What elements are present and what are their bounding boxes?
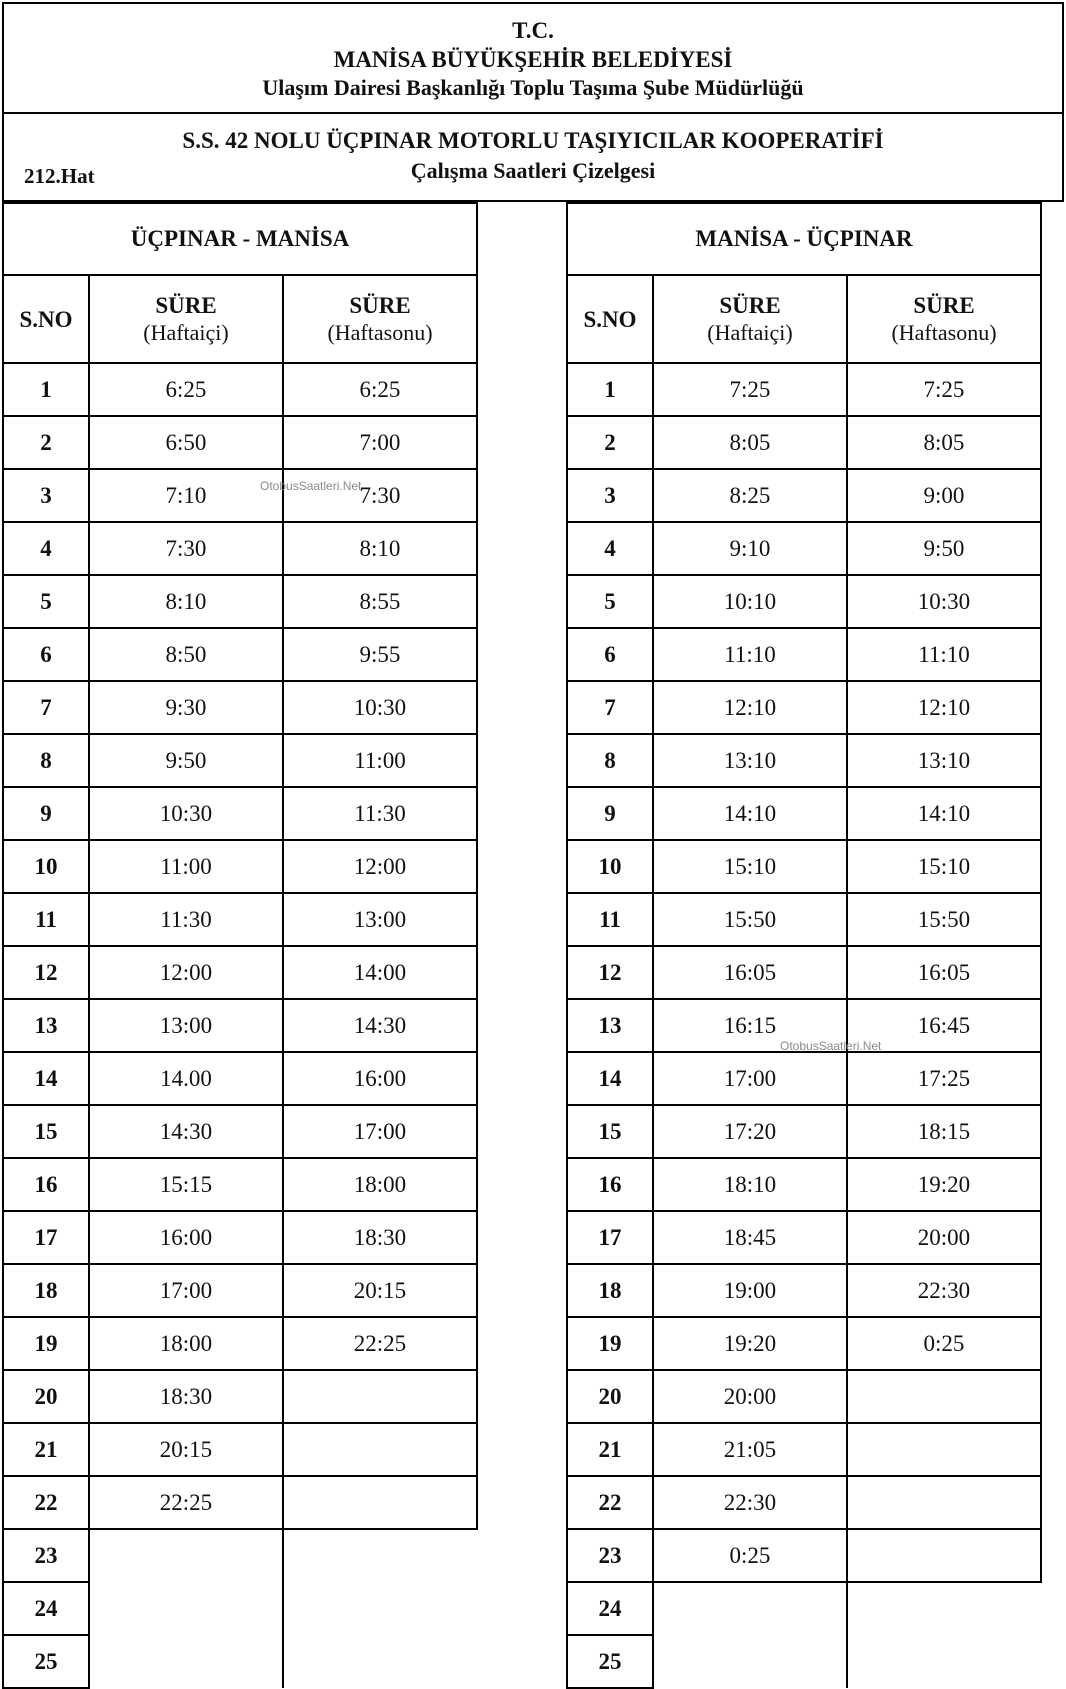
weekday-time: 22:30	[653, 1476, 847, 1529]
row-number: 23	[3, 1529, 89, 1582]
row-number: 17	[3, 1211, 89, 1264]
table-row	[3, 946, 501, 999]
row-number: 4	[3, 522, 89, 575]
col-header-weekday: SÜRE (Haftaiçi)	[89, 275, 283, 363]
weekday-time-empty	[89, 1582, 283, 1635]
row-number: 23	[567, 1529, 653, 1582]
table-row	[3, 1423, 501, 1476]
table-row	[3, 999, 501, 1052]
weekday-time: 11:10	[653, 628, 847, 681]
spacer	[1041, 522, 1065, 575]
weekend-time-empty	[847, 1582, 1041, 1635]
watermark: OtobusSaatleri.Net	[260, 479, 362, 493]
spacer	[1041, 1423, 1065, 1476]
weekday-time: 17:20	[653, 1105, 847, 1158]
table-row	[3, 628, 501, 681]
weekend-time: 11:00	[283, 734, 477, 787]
weekend-time: 19:20	[847, 1158, 1041, 1211]
weekday-time: 19:20	[653, 1317, 847, 1370]
row-number: 2	[567, 416, 653, 469]
weekday-time: 18:10	[653, 1158, 847, 1211]
weekday-time: 10:30	[89, 787, 283, 840]
weekday-time: 17:00	[89, 1264, 283, 1317]
spacer	[1041, 681, 1065, 734]
spacer	[1041, 1476, 1065, 1529]
spacer	[1041, 946, 1065, 999]
table-row	[567, 469, 1065, 522]
table-row	[3, 1529, 501, 1582]
schedule-table-ucpinar-manisa	[2, 202, 501, 1689]
weekend-time: 10:30	[847, 575, 1041, 628]
weekend-time: 22:30	[847, 1264, 1041, 1317]
col-header-sno: S.NO	[567, 275, 653, 363]
row-number: 11	[3, 893, 89, 946]
spacer	[1041, 363, 1065, 416]
weekend-time-empty	[847, 1423, 1041, 1476]
weekend-time-empty	[847, 1529, 1041, 1582]
cooperative-title: S.S. 42 NOLU ÜÇPINAR MOTORLU TAŞIYICILAR KOOPERATİFİ	[182, 128, 884, 153]
spacer	[477, 999, 501, 1052]
col-header-weekend: SÜRE (Haftasonu)	[283, 275, 477, 363]
weekday-time: 9:30	[89, 681, 283, 734]
header-line-2: MANİSA BÜYÜKŞEHİR BELEDİYESİ	[333, 47, 733, 72]
table-row	[3, 1635, 501, 1688]
weekday-time: 7:25	[653, 363, 847, 416]
row-number: 12	[3, 946, 89, 999]
row-number: 6	[3, 628, 89, 681]
spacer	[1041, 734, 1065, 787]
table-row	[567, 946, 1065, 999]
weekday-time: 18:45	[653, 1211, 847, 1264]
weekend-time: 0:25	[847, 1317, 1041, 1370]
weekday-time-empty	[653, 1635, 847, 1688]
spacer	[477, 1264, 501, 1317]
weekday-time: 16:15	[653, 999, 847, 1052]
row-number: 20	[567, 1370, 653, 1423]
weekday-time: 12:10	[653, 681, 847, 734]
table-row	[567, 1476, 1065, 1529]
table-row	[567, 575, 1065, 628]
weekday-time: 8:10	[89, 575, 283, 628]
table-row	[3, 522, 501, 575]
table-row	[567, 787, 1065, 840]
spacer	[477, 1423, 501, 1476]
weekend-time: 16:45	[847, 999, 1041, 1052]
weekend-time-empty	[283, 1423, 477, 1476]
row-number: 11	[567, 893, 653, 946]
spacer	[1041, 1105, 1065, 1158]
spacer	[1041, 1317, 1065, 1370]
table-row	[3, 787, 501, 840]
weekend-time-empty	[283, 1529, 477, 1582]
spacer	[477, 1635, 501, 1688]
table-row	[567, 1211, 1065, 1264]
weekend-time-empty	[283, 1582, 477, 1635]
row-number: 2	[3, 416, 89, 469]
weekend-time: 14:30	[283, 999, 477, 1052]
spacer	[1041, 1370, 1065, 1423]
table-row	[567, 1423, 1065, 1476]
direction-title: MANİSA - ÜÇPINAR	[567, 203, 1041, 275]
spacer	[1041, 1052, 1065, 1105]
row-number: 24	[567, 1582, 653, 1635]
spacer	[477, 893, 501, 946]
row-number: 5	[567, 575, 653, 628]
weekend-time: 18:15	[847, 1105, 1041, 1158]
table-row	[567, 1529, 1065, 1582]
table-row	[3, 469, 501, 522]
table-row	[3, 893, 501, 946]
weekday-time: 13:10	[653, 734, 847, 787]
line-number: 212.Hat	[24, 164, 95, 188]
weekend-time: 10:30	[283, 681, 477, 734]
row-number: 14	[3, 1052, 89, 1105]
row-number: 15	[567, 1105, 653, 1158]
table-row	[3, 1052, 501, 1105]
weekend-time: 18:00	[283, 1158, 477, 1211]
row-number: 18	[567, 1264, 653, 1317]
weekend-time: 6:25	[283, 363, 477, 416]
weekend-time: 15:50	[847, 893, 1041, 946]
spacer	[1041, 416, 1065, 469]
row-number: 17	[567, 1211, 653, 1264]
weekday-time: 22:25	[89, 1476, 283, 1529]
row-number: 13	[567, 999, 653, 1052]
spacer	[477, 1529, 501, 1582]
spacer	[477, 1317, 501, 1370]
weekend-time-empty	[283, 1635, 477, 1688]
weekend-time-empty	[283, 1370, 477, 1423]
spacer	[477, 363, 501, 416]
spacer	[477, 681, 501, 734]
spacer	[477, 1105, 501, 1158]
table-row	[3, 1476, 501, 1529]
weekday-time: 20:00	[653, 1370, 847, 1423]
weekend-time: 9:55	[283, 628, 477, 681]
row-number: 24	[3, 1582, 89, 1635]
weekend-time: 7:25	[847, 363, 1041, 416]
row-number: 14	[567, 1052, 653, 1105]
spacer	[1041, 787, 1065, 840]
weekend-time: 7:30	[283, 469, 477, 522]
row-number: 18	[3, 1264, 89, 1317]
weekday-time: 14.00	[89, 1052, 283, 1105]
weekend-time-empty	[283, 1476, 477, 1529]
weekday-time: 21:05	[653, 1423, 847, 1476]
table-row	[3, 575, 501, 628]
weekday-time: 11:30	[89, 893, 283, 946]
row-number: 19	[3, 1317, 89, 1370]
row-number: 8	[3, 734, 89, 787]
weekday-time: 9:50	[89, 734, 283, 787]
table-row	[567, 363, 1065, 416]
spacer	[1041, 840, 1065, 893]
weekday-time: 18:00	[89, 1317, 283, 1370]
table-row	[567, 628, 1065, 681]
row-number: 6	[567, 628, 653, 681]
table-row	[567, 734, 1065, 787]
row-number: 1	[3, 363, 89, 416]
row-number: 13	[3, 999, 89, 1052]
spacer	[477, 734, 501, 787]
row-number: 10	[3, 840, 89, 893]
weekday-time: 20:15	[89, 1423, 283, 1476]
weekend-time: 13:10	[847, 734, 1041, 787]
weekend-time: 17:25	[847, 1052, 1041, 1105]
weekend-time: 7:00	[283, 416, 477, 469]
header-line-1: T.C.	[512, 18, 554, 43]
row-number: 12	[567, 946, 653, 999]
weekday-time: 6:50	[89, 416, 283, 469]
watermark: OtobusSaatleri.Net	[780, 1039, 882, 1053]
spacer	[477, 1476, 501, 1529]
table-row	[567, 1158, 1065, 1211]
weekend-time: 11:10	[847, 628, 1041, 681]
table-row	[3, 1582, 501, 1635]
spacer	[1041, 1211, 1065, 1264]
spacer	[1041, 1529, 1065, 1582]
spacer	[477, 522, 501, 575]
table-row	[3, 363, 501, 416]
row-number: 7	[567, 681, 653, 734]
schedule-subheader	[2, 112, 1064, 202]
weekday-time: 7:10	[89, 469, 283, 522]
weekend-time: 14:00	[283, 946, 477, 999]
row-number: 7	[3, 681, 89, 734]
table-row	[567, 416, 1065, 469]
weekday-time-empty	[89, 1529, 283, 1582]
table-row	[567, 1635, 1065, 1688]
row-number: 25	[3, 1635, 89, 1688]
col-header-weekday: SÜRE (Haftaiçi)	[653, 275, 847, 363]
weekend-time: 9:00	[847, 469, 1041, 522]
weekday-time: 16:05	[653, 946, 847, 999]
row-number: 21	[567, 1423, 653, 1476]
spacer	[477, 469, 501, 522]
weekend-time: 8:55	[283, 575, 477, 628]
weekend-time: 22:25	[283, 1317, 477, 1370]
spacer	[1041, 575, 1065, 628]
row-number: 15	[3, 1105, 89, 1158]
weekday-time: 14:10	[653, 787, 847, 840]
spacer	[477, 946, 501, 999]
weekday-time: 7:30	[89, 522, 283, 575]
spacer	[1041, 893, 1065, 946]
weekday-time: 18:30	[89, 1370, 283, 1423]
weekday-time: 11:00	[89, 840, 283, 893]
weekday-time: 19:00	[653, 1264, 847, 1317]
schedule-subtitle: Çalışma Saatleri Çizelgesi	[410, 158, 656, 183]
spacer	[477, 416, 501, 469]
table-row	[567, 1105, 1065, 1158]
row-number: 20	[3, 1370, 89, 1423]
weekday-time: 10:10	[653, 575, 847, 628]
weekend-time: 17:00	[283, 1105, 477, 1158]
weekday-time: 12:00	[89, 946, 283, 999]
row-number: 16	[3, 1158, 89, 1211]
table-row	[567, 1370, 1065, 1423]
weekday-time: 8:05	[653, 416, 847, 469]
weekday-time: 13:00	[89, 999, 283, 1052]
spacer	[477, 1370, 501, 1423]
weekend-time: 16:00	[283, 1052, 477, 1105]
row-number: 4	[567, 522, 653, 575]
weekday-time-empty	[653, 1582, 847, 1635]
row-number: 21	[3, 1423, 89, 1476]
weekend-time: 14:10	[847, 787, 1041, 840]
row-number: 1	[567, 363, 653, 416]
weekday-time: 15:10	[653, 840, 847, 893]
spacer	[477, 575, 501, 628]
weekday-time: 17:00	[653, 1052, 847, 1105]
weekend-time: 9:50	[847, 522, 1041, 575]
weekend-time: 13:00	[283, 893, 477, 946]
weekend-time: 12:10	[847, 681, 1041, 734]
weekend-time: 12:00	[283, 840, 477, 893]
weekday-time: 15:15	[89, 1158, 283, 1211]
direction-title: ÜÇPINAR - MANİSA	[3, 203, 477, 275]
row-number: 5	[3, 575, 89, 628]
weekend-time: 20:15	[283, 1264, 477, 1317]
weekday-time: 15:50	[653, 893, 847, 946]
table-row	[3, 1317, 501, 1370]
spacer	[1041, 1158, 1065, 1211]
row-number: 3	[567, 469, 653, 522]
header-line-3: Ulaşım Dairesi Başkanlığı Toplu Taşıma Şube Müdürlüğü	[262, 75, 804, 100]
weekday-time: 8:25	[653, 469, 847, 522]
table-row	[3, 1105, 501, 1158]
spacer	[477, 1211, 501, 1264]
weekend-time: 11:30	[283, 787, 477, 840]
table-row	[3, 1370, 501, 1423]
table-row	[3, 734, 501, 787]
table-row	[567, 840, 1065, 893]
col-header-sno: S.NO	[3, 275, 89, 363]
table-row	[567, 1582, 1065, 1635]
row-number: 8	[567, 734, 653, 787]
weekend-time-empty	[847, 1635, 1041, 1688]
weekend-time: 8:05	[847, 416, 1041, 469]
spacer	[1041, 469, 1065, 522]
spacer	[477, 628, 501, 681]
table-row	[567, 1317, 1065, 1370]
row-number: 19	[567, 1317, 653, 1370]
row-number: 22	[567, 1476, 653, 1529]
table-row	[3, 1264, 501, 1317]
weekday-time: 8:50	[89, 628, 283, 681]
weekend-time: 15:10	[847, 840, 1041, 893]
spacer	[477, 1052, 501, 1105]
spacer	[477, 840, 501, 893]
spacer	[1041, 628, 1065, 681]
table-row	[3, 840, 501, 893]
weekday-time-empty	[89, 1635, 283, 1688]
schedule-table-manisa-ucpinar	[566, 202, 1066, 1689]
weekday-time: 6:25	[89, 363, 283, 416]
weekday-time: 9:10	[653, 522, 847, 575]
weekend-time-empty	[847, 1370, 1041, 1423]
row-number: 16	[567, 1158, 653, 1211]
table-row	[567, 1052, 1065, 1105]
spacer	[1041, 999, 1065, 1052]
table-row	[3, 1158, 501, 1211]
row-number: 10	[567, 840, 653, 893]
table-row	[567, 522, 1065, 575]
spacer	[477, 1582, 501, 1635]
col-header-weekend: SÜRE (Haftasonu)	[847, 275, 1041, 363]
weekday-time: 14:30	[89, 1105, 283, 1158]
row-number: 9	[3, 787, 89, 840]
row-number: 9	[567, 787, 653, 840]
weekday-time: 16:00	[89, 1211, 283, 1264]
table-row	[567, 893, 1065, 946]
weekday-time: 0:25	[653, 1529, 847, 1582]
page-header	[2, 2, 1064, 114]
weekend-time-empty	[847, 1476, 1041, 1529]
table-row	[567, 1264, 1065, 1317]
table-row	[3, 681, 501, 734]
weekend-time: 20:00	[847, 1211, 1041, 1264]
weekend-time: 8:10	[283, 522, 477, 575]
weekend-time: 16:05	[847, 946, 1041, 999]
table-row	[3, 1211, 501, 1264]
spacer	[477, 787, 501, 840]
row-number: 25	[567, 1635, 653, 1688]
row-number: 22	[3, 1476, 89, 1529]
spacer	[1041, 1264, 1065, 1317]
spacer	[1041, 1635, 1065, 1688]
table-row	[3, 416, 501, 469]
spacer	[477, 1158, 501, 1211]
weekend-time: 18:30	[283, 1211, 477, 1264]
spacer	[1041, 1582, 1065, 1635]
row-number: 3	[3, 469, 89, 522]
table-row	[567, 681, 1065, 734]
